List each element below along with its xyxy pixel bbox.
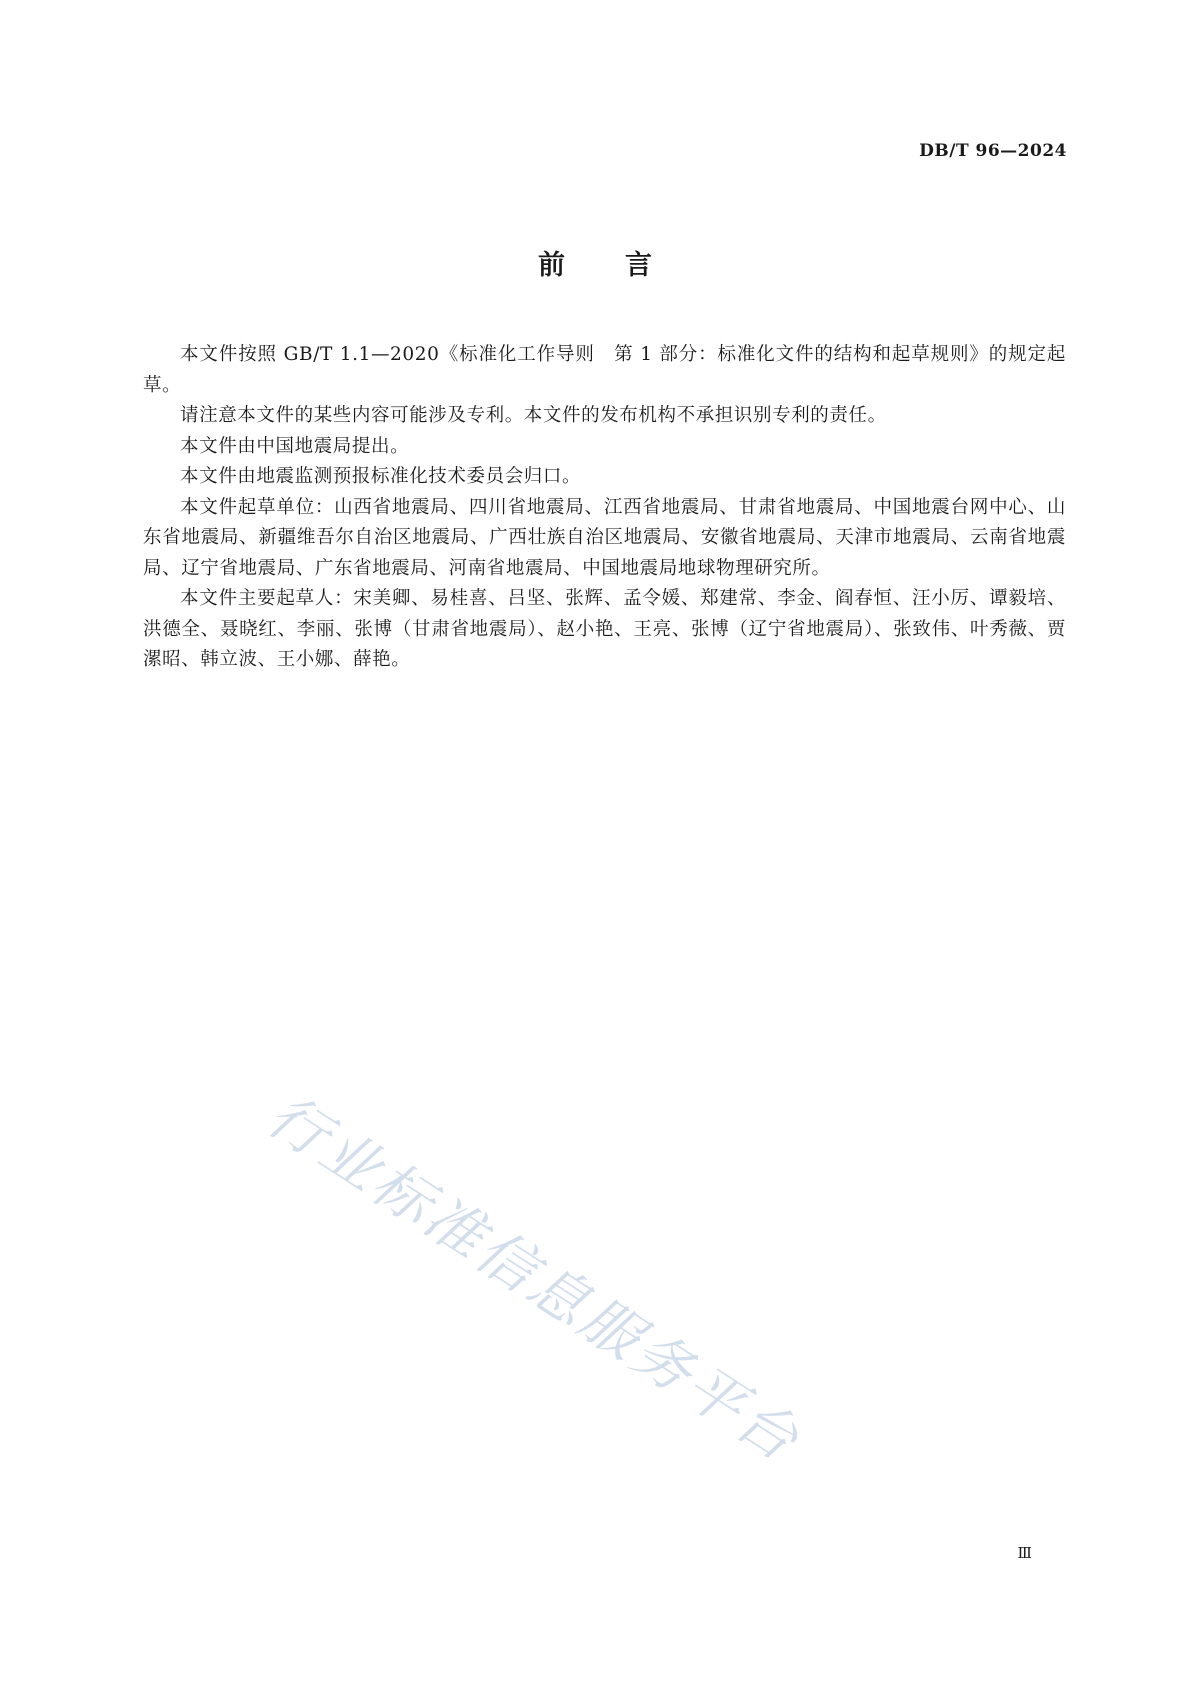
page-number: Ⅲ [1017,1544,1032,1562]
foreword-body [143,340,1066,676]
paragraph-patent-notice: 请注意本文件的某些内容可能涉及专利。本文件的发布机构不承担识别专利的责任。 [180,405,887,426]
paragraph-proposer: 本文件由中国地震局提出。 [180,435,410,457]
paragraph-drafting-basis: 本文件按照 GB/T 1.1—2020《标准化工作导则 第 1 部分：标准化文件的结构和起草规则》的规定起草。 [143,344,1066,396]
watermark: 行业标准信息服务平台 [255,1080,813,1476]
paragraph-technical-committee: 本文件由地震监测预报标准化技术委员会归口。 [180,466,582,487]
paragraph-drafters: 本文件主要起草人：宋美卿、易桂喜、吕坚、张辉、孟令媛、郑建常、李金、阎春恒、汪小厉、谭毅培、洪德全、聂晓红、李丽、张博（甘肃省地震局）、赵小艳、王亮、张博（辽宁省地震局）、张致伟、叶秀薇、贾漯昭、韩立波、王小娜、薛艳。 [143,588,1066,670]
document-code: DB/T 96—2024 [919,141,1067,161]
page-title: 前言 [538,250,712,281]
paragraph-drafting-units: 本文件起草单位：山西省地震局、四川省地震局、江西省地震局、甘肃省地震局、中国地震台网中心、山东省地震局、新疆维吾尔自治区地震局、广西壮族自治区地震局、安徽省地震局、天津市地震局、云南省地震局、辽宁省地震局、广东省地震局、河南省地震局、中国地震局地球物理研究所。 [143,496,1066,579]
